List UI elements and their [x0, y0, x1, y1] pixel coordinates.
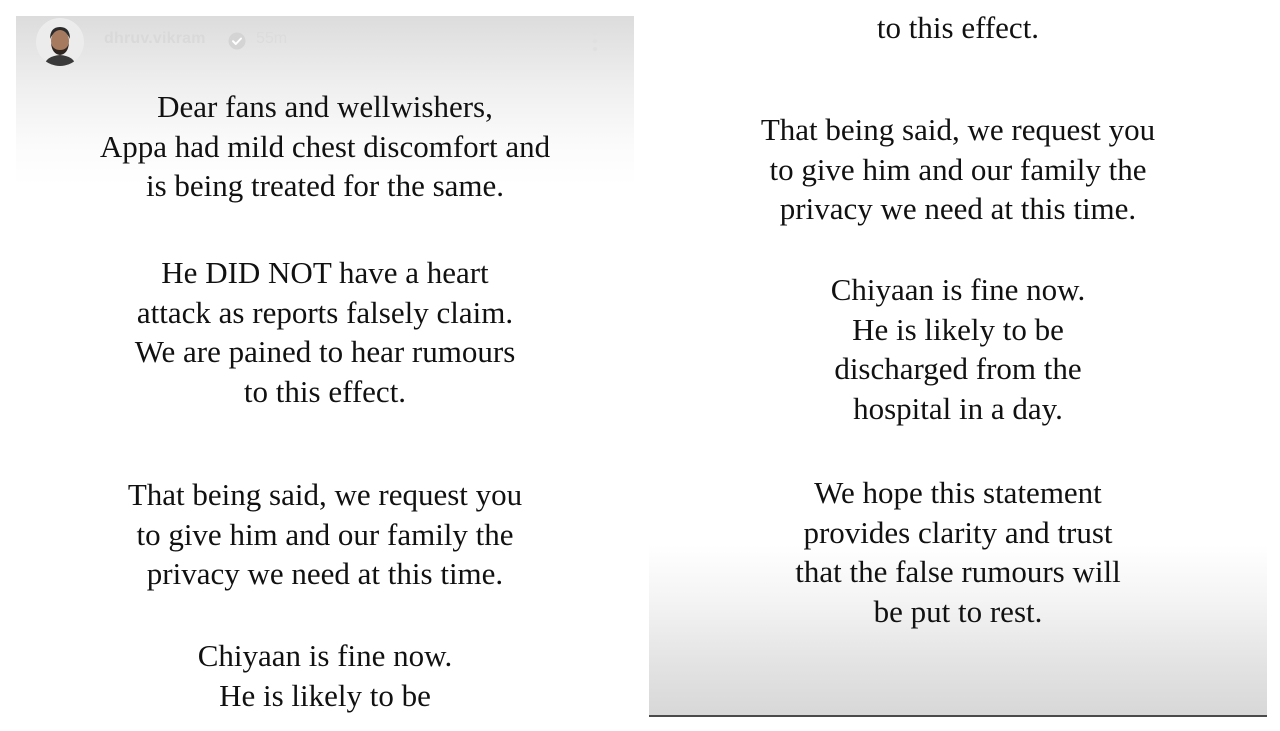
- story-paragraph: [649, 473, 1267, 631]
- story-text-line: That being said, we request you: [760, 112, 1156, 147]
- story-text-line: that the false rumours will: [795, 554, 1121, 589]
- story-text-line: He is likely to be: [852, 311, 1064, 347]
- avatar[interactable]: [36, 18, 84, 66]
- story-text-line: discharged from the: [834, 351, 1082, 386]
- story-paragraph: [16, 475, 634, 594]
- story-text-line: Appa had mild chest discomfort and: [99, 128, 551, 164]
- story-text-line: We are pained to hear rumours: [134, 334, 516, 369]
- story-text-line: to this effect.: [243, 373, 407, 409]
- story-paragraph: [649, 8, 1267, 48]
- story-left-panel: [16, 16, 634, 727]
- story-paragraph: [16, 87, 634, 206]
- story-text-line: to give him and our family the: [769, 151, 1147, 187]
- story-text-line: attack as reports falsely claim.: [136, 294, 514, 330]
- story-paragraph: [649, 270, 1267, 428]
- story-paragraph: [649, 110, 1267, 229]
- story-paragraph: [16, 636, 634, 715]
- more-vertical-icon[interactable]: [590, 28, 600, 56]
- story-text-line: He is likely to be: [219, 677, 431, 713]
- story-text-line: Dear fans and wellwishers,: [157, 89, 493, 124]
- story-text-line: privacy we need at this time.: [146, 556, 504, 591]
- story-username[interactable]: dhruv.vikram: [104, 30, 206, 47]
- story-text-line: be put to rest.: [873, 593, 1043, 629]
- story-text-line: provides clarity and trust: [803, 514, 1113, 550]
- story-text-line: He DID NOT have a heart: [161, 255, 489, 290]
- story-timestamp: 55m: [256, 30, 288, 47]
- story-text-line: is being treated for the same.: [145, 168, 505, 203]
- story-text-line: to this effect.: [876, 10, 1040, 45]
- story-text-line: We hope this statement: [814, 475, 1102, 510]
- story-text-line: That being said, we request you: [127, 477, 523, 512]
- story-text-line: hospital in a day.: [853, 390, 1063, 426]
- story-header: [16, 16, 634, 72]
- story-text-line: to give him and our family the: [136, 516, 514, 552]
- story-paragraph: [16, 253, 634, 411]
- story-right-panel: [649, 0, 1267, 717]
- story-text-line: Chiyaan is fine now.: [197, 638, 453, 673]
- story-text-line: Chiyaan is fine now.: [830, 272, 1086, 307]
- story-text-line: privacy we need at this time.: [779, 191, 1137, 226]
- verified-badge-icon: [228, 32, 246, 50]
